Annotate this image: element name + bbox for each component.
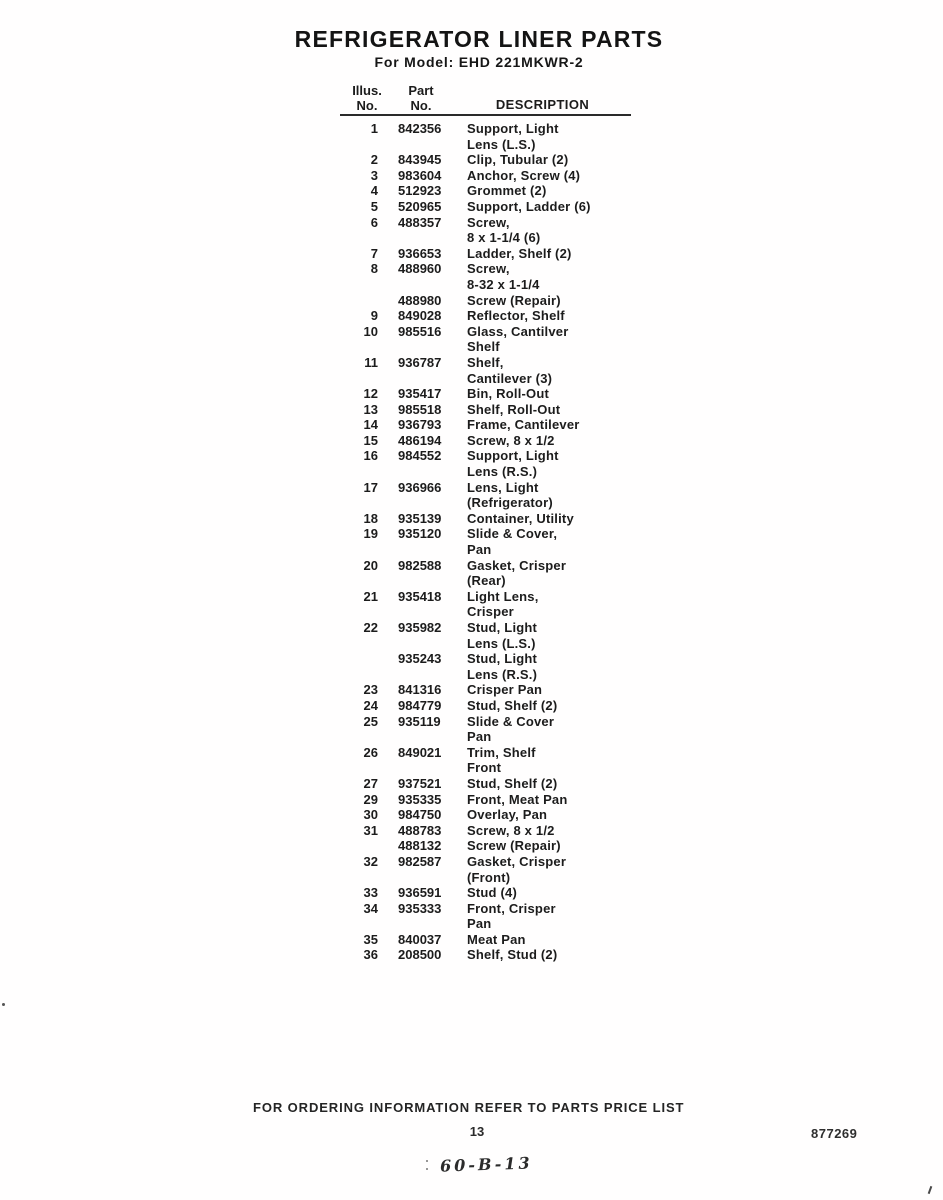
part-no-cell: 935119 [398,713,441,729]
table-row [340,433,640,449]
header-underline [340,114,631,116]
table-row [340,776,640,792]
table-row [340,698,640,714]
description-cell: Stud (4) [467,885,517,901]
illus-no-cell: 21 [363,588,378,604]
illus-no-cell: 34 [363,900,378,916]
illus-no-cell: 17 [363,479,378,495]
illus-header-line2: No. [356,97,378,113]
description-cell: Glass, Cantilver [467,323,569,339]
part-no-cell: 486194 [398,432,442,448]
illus-no-cell: 2 [370,152,378,168]
table-row [340,885,640,901]
table-row [340,386,640,402]
table-row [340,838,640,854]
table-row-continuation [340,729,640,745]
description-cell: Lens (L.S.) [467,635,536,651]
illus-no-cell [340,542,378,558]
table-row-continuation [340,916,640,932]
illus-no-cell: 4 [370,183,378,199]
table-row-continuation [340,464,640,480]
part-no-cell: 936591 [398,885,442,901]
description-cell: Screw, [467,214,510,230]
table-row [340,792,640,808]
table-header [340,84,640,121]
illus-no-cell: 23 [363,682,378,698]
illus-no-cell [340,870,378,886]
table-row [340,558,640,574]
description-cell: Crisper Pan [467,682,543,698]
table-row [340,215,640,231]
part-no-cell: 488132 [398,838,442,854]
part-no-cell [398,371,450,387]
illus-no-cell [340,371,378,387]
description-cell: (Refrigerator) [467,495,553,511]
part-header-line2: No. [410,97,432,113]
illus-no-cell: 11 [364,354,378,370]
description-cell: 8-32 x 1-1/4 [467,276,540,292]
scan-artifact-tick [928,1186,933,1194]
part-no-cell: 985518 [398,401,442,417]
table-row [340,246,640,262]
table-row [340,854,640,870]
part-no-cell: 984552 [398,448,442,464]
part-no-cell: 936793 [398,417,442,433]
illus-no-cell: 6 [370,214,378,230]
illus-no-cell: 36 [363,947,378,963]
handwritten-note: 60-B-13 [439,1153,533,1176]
illus-no-cell: 18 [363,510,378,526]
description-cell: Container, Utility [467,510,574,526]
illus-no-cell [340,464,378,480]
parts-table [340,84,640,963]
part-no-cell: 982587 [398,853,442,869]
part-no-cell: 208500 [398,947,442,963]
description-cell: Shelf, Roll-Out [467,401,561,417]
description-cell: Shelf [467,339,500,355]
description-cell: Screw, [467,261,510,277]
part-no-cell [398,339,450,355]
table-row-continuation [340,604,640,620]
illus-no-cell: 5 [370,198,378,214]
illus-no-cell: 29 [363,791,378,807]
description-cell: Lens (R.S.) [467,464,538,480]
illus-no-cell [340,230,378,246]
illus-no-cell: 19 [363,526,378,542]
table-row [340,589,640,605]
description-cell: Stud, Shelf (2) [467,697,558,713]
description-cell: Meat Pan [467,931,526,947]
doc-number: 877269 [811,1126,858,1141]
description-cell: Pan [467,542,492,558]
illus-no-cell [340,293,378,309]
illus-no-cell [340,760,378,776]
table-row [340,324,640,340]
table-row [340,152,640,168]
table-row [340,807,640,823]
table-row [340,511,640,527]
description-cell: Lens, Light [467,479,539,495]
part-no-cell [398,573,450,589]
illus-no-cell: 22 [363,620,378,635]
part-no-cell: 842356 [398,121,442,136]
part-no-cell: 849021 [398,744,442,760]
illus-no-cell: 14 [363,417,378,433]
description-cell: (Front) [467,869,511,885]
table-row [340,620,640,636]
description-cell: Pan [467,729,492,745]
description-cell: Light Lens, [467,588,539,604]
illus-no-cell: 33 [363,885,378,901]
part-no-cell: 985516 [398,323,442,339]
ordering-note: FOR ORDERING INFORMATION REFER TO PARTS PRICE LIST [253,1100,685,1115]
part-no-cell: 936653 [398,245,442,261]
table-row [340,121,640,137]
part-no-cell [398,729,450,745]
illus-no-cell: 25 [363,713,378,729]
description-cell: 8 x 1-1/4 (6) [467,230,541,246]
description-cell: Screw, 8 x 1/2 [467,822,555,838]
model-subtitle: For Model: EHD 221MKWR-2 [374,54,584,70]
description-cell: Grommet (2) [467,183,547,199]
illus-no-cell: 12 [363,386,378,402]
part-no-cell [398,495,450,511]
description-cell: Reflector, Shelf [467,308,565,324]
part-no-cell: 982588 [398,557,442,573]
description-cell: Front, Crisper [467,900,556,916]
part-no-cell: 935333 [398,900,442,916]
table-row [340,183,640,199]
table-row [340,355,640,371]
part-no-cell [398,542,450,558]
part-no-cell [398,870,450,886]
description-cell: Lens (L.S.) [467,136,536,152]
description-cell: Bin, Roll-Out [467,386,550,402]
part-no-cell: 840037 [398,931,442,947]
part-no-cell: 935120 [398,526,442,542]
scan-artifact-dot [2,1003,5,1006]
part-no-cell: 841316 [398,682,442,698]
description-cell: Clip, Tubular (2) [467,152,569,168]
description-cell: Slide & Cover, [467,526,558,542]
description-cell: Front, Meat Pan [467,791,568,807]
part-no-cell [398,916,450,932]
part-no-cell: 520965 [398,198,442,214]
table-row-continuation [340,495,640,511]
description-cell: Slide & Cover [467,713,555,729]
illus-no-cell [340,667,378,683]
part-no-cell: 935417 [398,386,442,402]
table-row [340,682,640,698]
illus-no-cell: 15 [363,432,378,448]
table-row-continuation [340,277,640,293]
table-row [340,168,640,184]
part-no-cell: 488980 [398,292,442,308]
description-cell: Support, Light [467,448,559,464]
table-row [340,308,640,324]
description-cell: Stud, Light [467,620,538,635]
table-row [340,199,640,215]
table-row [340,823,640,839]
table-row [340,745,640,761]
table-row-continuation [340,667,640,683]
illus-no-cell [340,277,378,293]
page-title: REFRIGERATOR LINER PARTS [294,26,664,52]
description-cell: Pan [467,916,492,932]
description-cell: (Rear) [467,573,506,589]
part-no-cell: 935982 [398,620,442,635]
description-cell: Cantilever (3) [467,370,553,386]
illus-no-cell: 13 [363,401,378,417]
illus-no-cell [340,137,378,153]
illus-no-cell: 35 [363,931,378,947]
illus-no-cell: 27 [363,775,378,791]
table-row [340,714,640,730]
description-cell: Trim, Shelf [467,744,536,760]
table-row-continuation [340,542,640,558]
part-no-cell: 936787 [398,354,442,370]
table-row-continuation [340,573,640,589]
part-no-cell [398,277,450,293]
part-no-cell [398,604,450,620]
part-no-cell [398,464,450,480]
table-row-continuation [340,760,640,776]
description-cell: Support, Ladder (6) [467,198,591,214]
illus-no-cell: 31 [363,822,378,838]
part-no-cell: 935243 [398,651,442,667]
part-no-cell: 512923 [398,183,442,199]
part-no-cell: 488357 [398,214,442,230]
table-row-continuation [340,230,640,246]
illus-no-cell [340,651,378,667]
table-row [340,651,640,667]
illus-header-line1: Illus. [352,83,382,98]
part-no-header [398,84,444,113]
description-cell: Front [467,760,502,776]
table-row-continuation [340,339,640,355]
description-cell: Ladder, Shelf (2) [467,245,572,261]
illus-no-cell: 16 [363,448,378,464]
part-no-cell [398,636,450,652]
description-cell: Stud, Light [467,651,538,667]
part-no-cell: 849028 [398,308,442,324]
illus-no-cell [340,573,378,589]
illus-no-cell: 30 [363,807,378,823]
table-row-continuation [340,870,640,886]
part-no-cell: 935418 [398,588,442,604]
illus-no-cell: 20 [363,557,378,573]
part-no-cell [398,760,450,776]
part-no-cell: 843945 [398,152,442,168]
table-row [340,402,640,418]
description-header: DESCRIPTION [495,97,590,112]
illus-no-cell: 8 [370,261,378,277]
part-no-cell: 935335 [398,791,442,807]
description-cell: Shelf, Stud (2) [467,947,558,963]
table-row-continuation [340,636,640,652]
illus-no-cell: 32 [363,853,378,869]
illus-no-cell [340,636,378,652]
description-cell: Lens (R.S.) [467,666,538,682]
table-row [340,947,640,963]
part-no-cell: 937521 [398,775,442,791]
table-row-continuation [340,371,640,387]
description-cell: Shelf, [467,354,504,370]
scan-artifact-colon [426,1160,428,1162]
table-row [340,901,640,917]
illus-no-cell: 10 [363,323,378,339]
illus-no-cell: 9 [370,308,378,324]
part-no-cell: 983604 [398,167,442,183]
description-cell: Frame, Cantilever [467,417,580,433]
table-row [340,293,640,309]
description-cell: Overlay, Pan [467,807,548,823]
table-row [340,526,640,542]
description-cell: Screw (Repair) [467,838,561,854]
description-cell: Stud, Shelf (2) [467,775,558,791]
part-no-cell: 936966 [398,479,442,495]
table-body [340,121,640,963]
illus-no-cell [340,838,378,854]
description-cell: Gasket, Crisper [467,853,567,869]
illus-no-cell: 1 [370,121,378,136]
table-row [340,480,640,496]
description-cell: Crisper [467,604,514,620]
part-no-cell: 488960 [398,261,442,277]
page-number: 13 [469,1124,485,1139]
illus-no-cell: 26 [363,744,378,760]
description-cell: Screw (Repair) [467,292,561,308]
illus-no-cell: 7 [370,245,378,261]
illus-no-cell: 24 [363,697,378,713]
table-row [340,448,640,464]
illus-no-cell [340,916,378,932]
illus-no-cell [340,495,378,511]
illus-no-cell [340,604,378,620]
table-row [340,261,640,277]
part-no-cell: 935139 [398,510,442,526]
part-header-line1: Part [408,83,434,98]
part-no-cell [398,137,450,153]
description-cell: Screw, 8 x 1/2 [467,432,555,448]
illus-no-header [344,84,390,113]
table-row [340,417,640,433]
part-no-cell [398,230,450,246]
part-no-cell: 984750 [398,807,442,823]
description-cell: Gasket, Crisper [467,557,567,573]
part-no-cell [398,667,450,683]
illus-no-cell: 3 [370,167,378,183]
part-no-cell: 984779 [398,697,442,713]
description-cell: Anchor, Screw (4) [467,167,581,183]
table-row-continuation [340,137,640,153]
illus-no-cell [340,339,378,355]
description-cell: Support, Light [467,121,559,136]
table-row [340,932,640,948]
illus-no-cell [340,729,378,745]
part-no-cell: 488783 [398,822,442,838]
